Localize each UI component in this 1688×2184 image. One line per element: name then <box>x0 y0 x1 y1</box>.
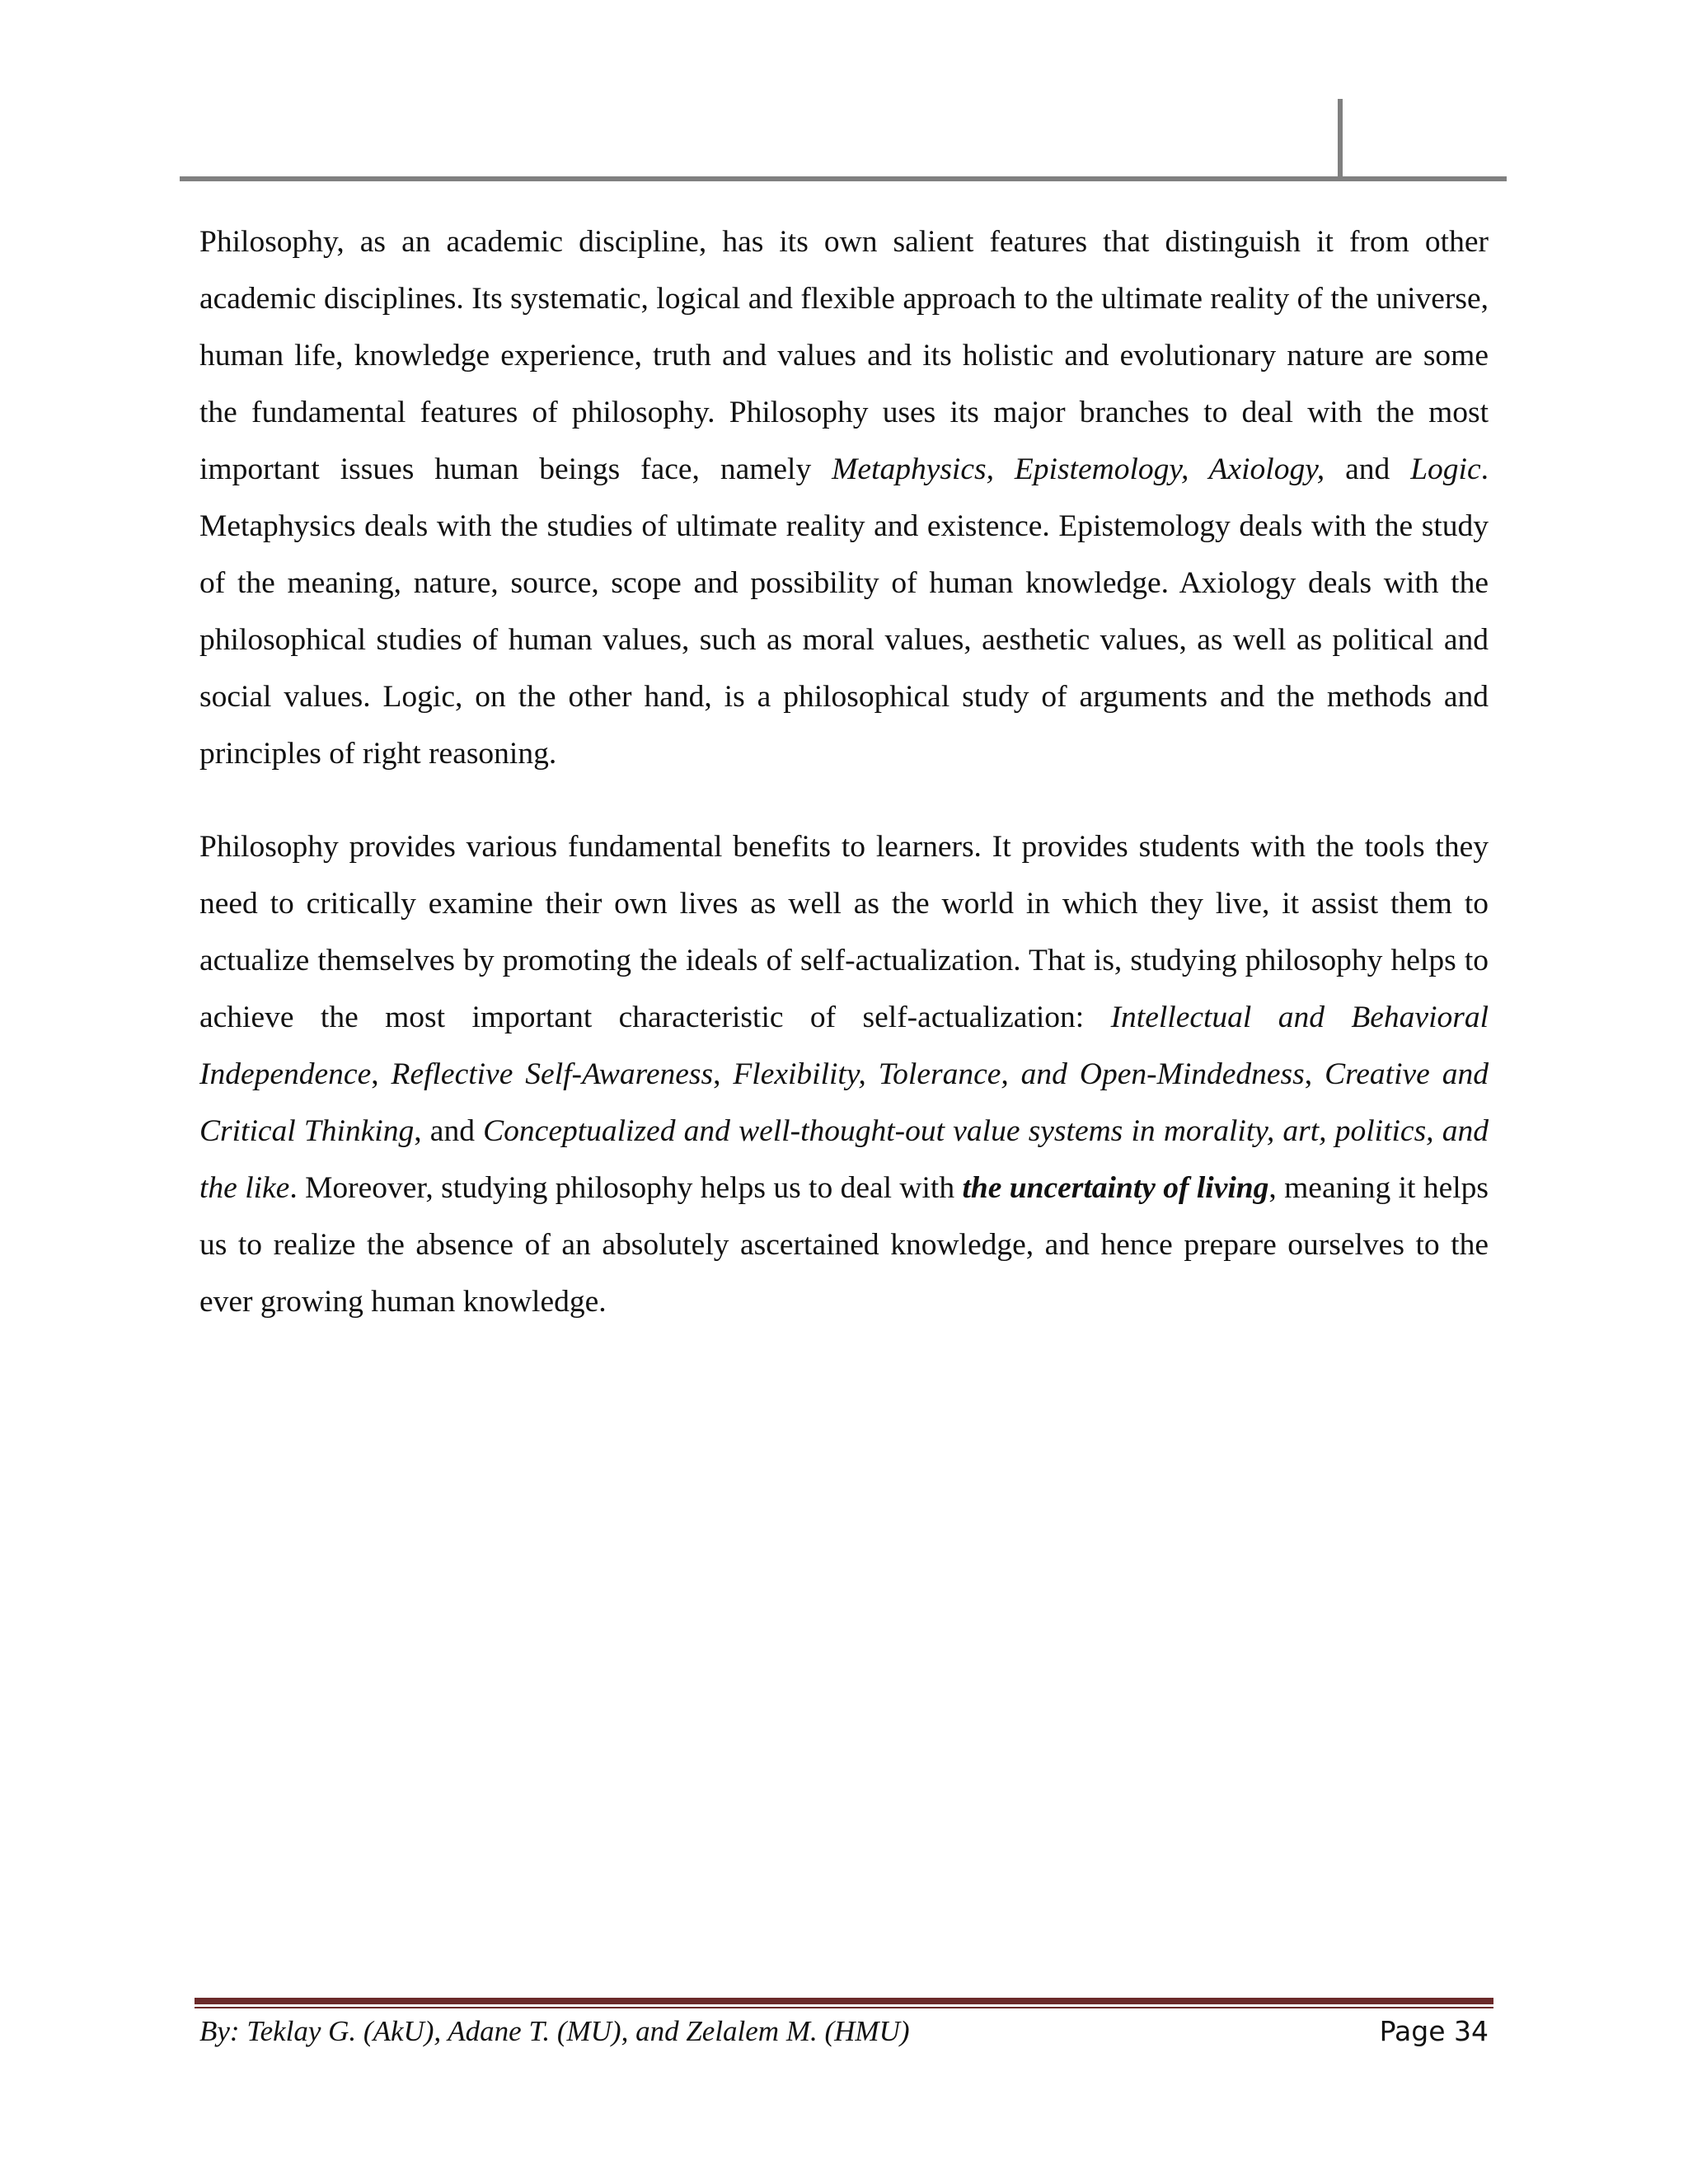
paragraph-2 <box>199 818 1489 1330</box>
header-tick <box>1338 99 1343 180</box>
paragraph-1-text: and <box>1325 452 1411 486</box>
paragraph-2-text: , <box>1304 1057 1325 1091</box>
paragraph-2-text: . Moreover, studying philosophy helps us to deal with <box>289 1171 963 1205</box>
footer-authors: By: Teklay G. (AkU), Adane T. (MU), and Zelalem M. (HMU) <box>199 2015 910 2047</box>
page-number: Page 34 <box>1379 2015 1489 2047</box>
main-text <box>199 213 1489 1330</box>
paragraph-2-text: , meaning it helps us to realize the absence of an absolutely ascertained knowledge, and hence prepare ourselves to the ever growing human knowledge. <box>199 1171 1489 1319</box>
trait-italic: Conceptualized and well-thought-out value systems in morality, art, politics, and the like <box>199 1114 1489 1205</box>
paragraph-1-text: . Metaphysics deals with the studies of ultimate reality and existence. Epistemology deals with the study of the meaning, nature, source, scope and possibility of human knowledge. Axiology deals with the philosophical studies of human values, such as moral values, aesthetic values, as well as political and social values. Logic, on the other hand, is a philosophical study of arguments and the methods and principles of right reasoning. <box>199 452 1489 771</box>
paragraph-1-text: Philosophy, as an academic discipline, has its own salient features that distinguish it from other academic disciplines. Its systematic, logical and flexible approach to the ultimate reality of the universe, human life, knowledge experience, truth and values and its holistic and evolutionary nature are some the fundamental features of philosophy. Philosophy uses its major branches to deal with the most important issues human beings face, namely <box>199 225 1489 486</box>
footer-rule-thin <box>195 2007 1493 2008</box>
logic-italic: Logic <box>1410 452 1481 486</box>
paragraph-2-text: , <box>713 1057 734 1091</box>
header-rule <box>180 176 1507 181</box>
paragraph-1 <box>199 213 1489 782</box>
paragraph-2-text: , and <box>414 1114 484 1148</box>
trait-italic: Intellectual and Behavioral Independence <box>199 1001 1489 1091</box>
trait-italic: Flexibility, Tolerance, and Open-Mindedness <box>733 1057 1305 1091</box>
emphasis-bold-italic: the uncertainty of living <box>962 1171 1269 1205</box>
paragraph-2-text: , <box>371 1057 392 1091</box>
trait-italic: Reflective Self-Awareness <box>391 1057 714 1091</box>
footer-rule <box>195 1998 1493 2004</box>
branches-italic: Metaphysics, Epistemology, Axiology, <box>832 452 1325 486</box>
trait-italic: Creative and Critical Thinking <box>199 1057 1489 1148</box>
paragraph-2-text: Philosophy provides various fundamental benefits to learners. It provides students with the tools they need to critically examine their own lives as well as the world in which they live, it assist them to actualize themselves by promoting the ideals of self-actualization. That is, studying philosophy helps to achieve the most important characteristic of self-actualization: <box>199 830 1489 1034</box>
